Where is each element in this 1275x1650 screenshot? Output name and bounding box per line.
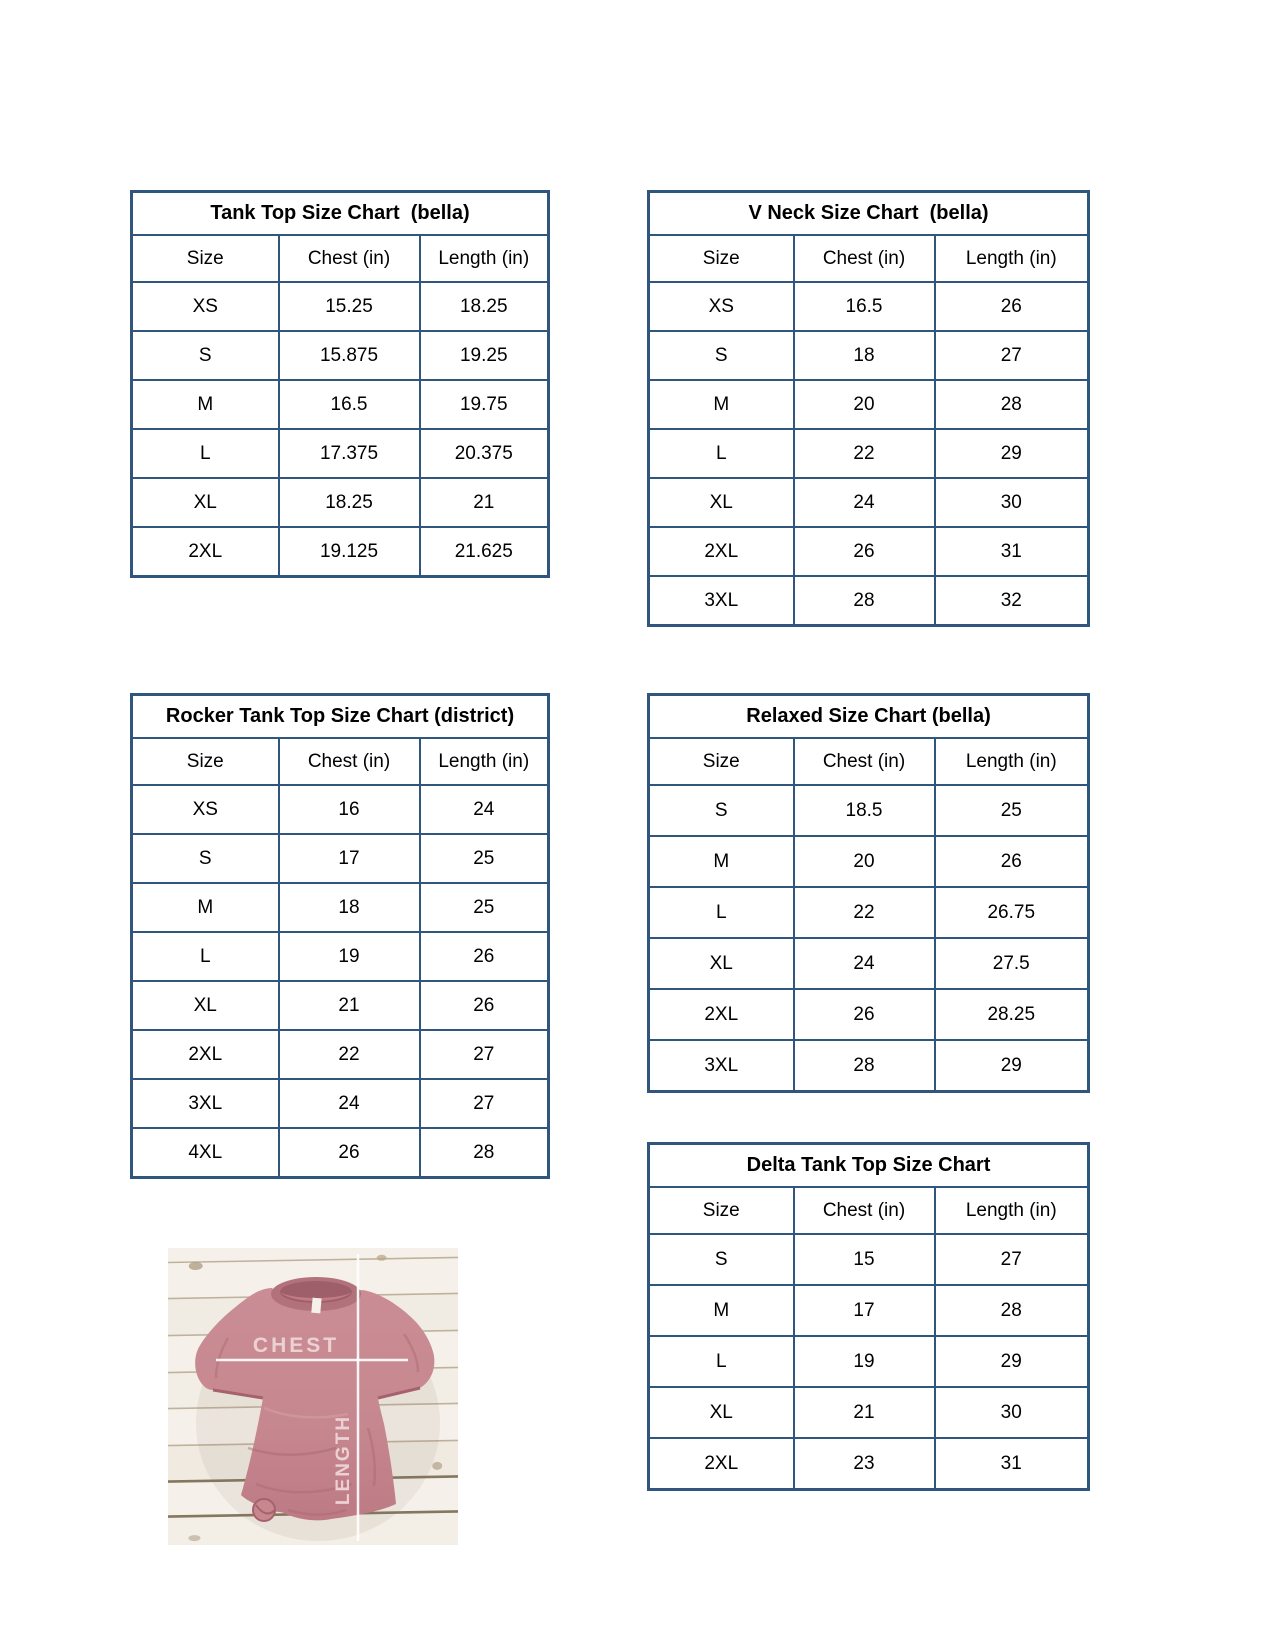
table-cell: 26: [935, 282, 1089, 331]
table-cell: 22: [794, 887, 935, 938]
table-row: [132, 478, 549, 527]
column-header: Chest (in): [279, 738, 420, 785]
title-row: [649, 695, 1089, 739]
table-row: [132, 785, 549, 834]
table-cell: 26: [935, 836, 1089, 887]
table-cell: 29: [935, 1336, 1089, 1387]
table-cell: 19.125: [279, 527, 420, 577]
table-cell: 28: [794, 576, 935, 626]
table-cell: 28.25: [935, 989, 1089, 1040]
table-cell: 2XL: [132, 527, 279, 577]
column-header: Length (in): [420, 235, 549, 282]
table-cell: 27: [420, 1030, 549, 1079]
table-cell: 19: [279, 932, 420, 981]
table-row: [649, 478, 1089, 527]
title-row: [649, 1144, 1089, 1188]
column-header: Chest (in): [794, 738, 935, 785]
table-row: [132, 429, 549, 478]
table-row: [649, 380, 1089, 429]
table-cell: 18: [794, 331, 935, 380]
table-cell: 4XL: [132, 1128, 279, 1178]
table-title: Relaxed Size Chart (bella): [649, 695, 1089, 739]
table-cell: 28: [935, 380, 1089, 429]
column-header: Chest (in): [279, 235, 420, 282]
table-cell: 16: [279, 785, 420, 834]
table-cell: 15.875: [279, 331, 420, 380]
table-cell: 24: [794, 938, 935, 989]
tshirt-measurement-photo: [168, 1248, 458, 1545]
table-title: Delta Tank Top Size Chart: [649, 1144, 1089, 1188]
table-cell: 20: [794, 836, 935, 887]
table-cell: 22: [279, 1030, 420, 1079]
table-cell: L: [132, 932, 279, 981]
table-cell: 32: [935, 576, 1089, 626]
title-row: [649, 192, 1089, 236]
table-cell: 21: [279, 981, 420, 1030]
table-row: [649, 1336, 1089, 1387]
table-cell: L: [132, 429, 279, 478]
table-cell: L: [649, 1336, 794, 1387]
table-row: [132, 1128, 549, 1178]
table-row: [649, 989, 1089, 1040]
table-title: Tank Top Size Chart (bella): [132, 192, 549, 236]
table-cell: 31: [935, 527, 1089, 576]
table-cell: 3XL: [132, 1079, 279, 1128]
table-cell: 19.75: [420, 380, 549, 429]
table-cell: 27: [935, 1234, 1089, 1285]
table-cell: M: [132, 380, 279, 429]
table-cell: 18.25: [279, 478, 420, 527]
table-cell: 16.5: [279, 380, 420, 429]
table-cell: 27.5: [935, 938, 1089, 989]
table-row: [132, 1079, 549, 1128]
tshirt-image: [168, 1248, 458, 1545]
table-cell: 28: [420, 1128, 549, 1178]
table-cell: 26: [420, 932, 549, 981]
table-row: [649, 1234, 1089, 1285]
title-row: [132, 192, 549, 236]
table-row: [649, 429, 1089, 478]
collar-tag: [311, 1298, 321, 1314]
table-cell: 26.75: [935, 887, 1089, 938]
table-row: [132, 527, 549, 577]
relaxed-size-chart-table: [647, 693, 1090, 1093]
table-row: [132, 981, 549, 1030]
hem-knot: [253, 1499, 275, 1521]
table-cell: 24: [420, 785, 549, 834]
table-row: [649, 331, 1089, 380]
table-cell: 19.25: [420, 331, 549, 380]
column-header: Size: [132, 738, 279, 785]
table-row: [132, 834, 549, 883]
table-cell: 25: [420, 834, 549, 883]
table-cell: 20: [794, 380, 935, 429]
table-cell: 17: [279, 834, 420, 883]
table-cell: 18.25: [420, 282, 549, 331]
table-cell: 2XL: [649, 1438, 794, 1490]
table-title: V Neck Size Chart (bella): [649, 192, 1089, 236]
column-header: Size: [132, 235, 279, 282]
table-cell: M: [649, 380, 794, 429]
column-header: Length (in): [935, 738, 1089, 785]
table-cell: 16.5: [794, 282, 935, 331]
header-row: [649, 1187, 1089, 1234]
delta-tank-top-size-chart-table: [647, 1142, 1090, 1491]
column-header: Length (in): [935, 235, 1089, 282]
table-cell: 31: [935, 1438, 1089, 1490]
table-cell: 29: [935, 1040, 1089, 1092]
table-cell: 2XL: [649, 989, 794, 1040]
table-row: [649, 1387, 1089, 1438]
table-cell: XS: [132, 282, 279, 331]
title-row: [132, 695, 549, 739]
table-cell: 18: [279, 883, 420, 932]
table-cell: 15: [794, 1234, 935, 1285]
table-cell: S: [132, 834, 279, 883]
table-row: [132, 331, 549, 380]
table-row: [132, 883, 549, 932]
table-cell: 22: [794, 429, 935, 478]
column-header: Chest (in): [794, 1187, 935, 1234]
column-header: Length (in): [935, 1187, 1089, 1234]
v-neck-size-chart-table: [647, 190, 1090, 627]
header-row: [649, 235, 1089, 282]
table-row: [649, 282, 1089, 331]
table-cell: 30: [935, 1387, 1089, 1438]
table-cell: 28: [935, 1285, 1089, 1336]
table-cell: 26: [794, 527, 935, 576]
table-cell: S: [649, 1234, 794, 1285]
table-cell: 28: [794, 1040, 935, 1092]
table-cell: XL: [649, 1387, 794, 1438]
table-cell: S: [649, 785, 794, 836]
table-cell: 15.25: [279, 282, 420, 331]
table-cell: XL: [649, 478, 794, 527]
table-row: [649, 1285, 1089, 1336]
table-cell: 29: [935, 429, 1089, 478]
column-header: Length (in): [420, 738, 549, 785]
table-row: [649, 1438, 1089, 1490]
table-cell: 26: [279, 1128, 420, 1178]
table-row: [132, 932, 549, 981]
header-row: [649, 738, 1089, 785]
table-cell: 21: [794, 1387, 935, 1438]
rocker-tank-top-size-chart-table: [130, 693, 550, 1179]
table-cell: L: [649, 429, 794, 478]
table-row: [132, 1030, 549, 1079]
table-cell: 17: [794, 1285, 935, 1336]
column-header: Size: [649, 738, 794, 785]
table-cell: 30: [935, 478, 1089, 527]
column-header: Size: [649, 235, 794, 282]
table-cell: 17.375: [279, 429, 420, 478]
table-cell: M: [132, 883, 279, 932]
table-row: [649, 576, 1089, 626]
table-cell: 3XL: [649, 1040, 794, 1092]
table-title: Rocker Tank Top Size Chart (district): [132, 695, 549, 739]
length-label: LENGTH: [333, 1414, 354, 1506]
table-cell: 25: [935, 785, 1089, 836]
table-row: [132, 282, 549, 331]
table-cell: 25: [420, 883, 549, 932]
table-cell: 24: [794, 478, 935, 527]
table-cell: M: [649, 1285, 794, 1336]
table-cell: 20.375: [420, 429, 549, 478]
table-cell: L: [649, 887, 794, 938]
chest-label: CHEST: [252, 1334, 340, 1357]
header-row: [132, 738, 549, 785]
table-cell: 2XL: [649, 527, 794, 576]
table-cell: S: [132, 331, 279, 380]
table-cell: 18.5: [794, 785, 935, 836]
table-cell: 23: [794, 1438, 935, 1490]
table-cell: 19: [794, 1336, 935, 1387]
table-cell: 27: [935, 331, 1089, 380]
table-cell: 24: [279, 1079, 420, 1128]
column-header: Chest (in): [794, 235, 935, 282]
table-cell: 3XL: [649, 576, 794, 626]
table-row: [649, 785, 1089, 836]
table-cell: XL: [649, 938, 794, 989]
table-row: [649, 938, 1089, 989]
table-row: [649, 887, 1089, 938]
table-cell: XS: [649, 282, 794, 331]
table-cell: 2XL: [132, 1030, 279, 1079]
table-cell: 21: [420, 478, 549, 527]
header-row: [132, 235, 549, 282]
table-row: [649, 1040, 1089, 1092]
table-row: [132, 380, 549, 429]
table-cell: S: [649, 331, 794, 380]
table-cell: XL: [132, 478, 279, 527]
table-row: [649, 527, 1089, 576]
table-cell: M: [649, 836, 794, 887]
table-cell: 27: [420, 1079, 549, 1128]
table-cell: 21.625: [420, 527, 549, 577]
table-cell: XL: [132, 981, 279, 1030]
column-header: Size: [649, 1187, 794, 1234]
tank-top-size-chart-table: [130, 190, 550, 578]
table-cell: 26: [794, 989, 935, 1040]
table-cell: 26: [420, 981, 549, 1030]
table-row: [649, 836, 1089, 887]
table-cell: XS: [132, 785, 279, 834]
